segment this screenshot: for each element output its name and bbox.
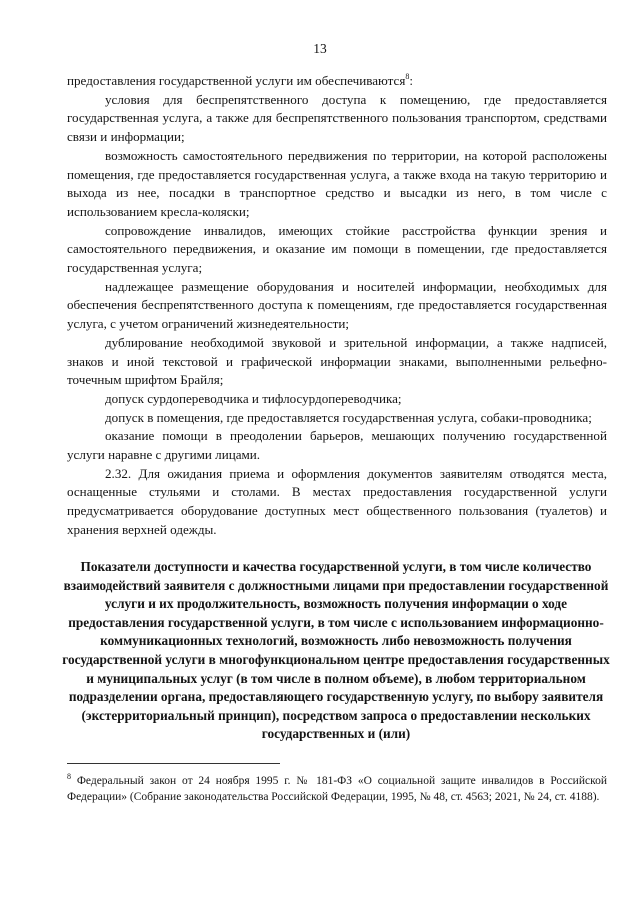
- footnote-separator: [67, 763, 280, 764]
- paragraph-access-conditions: условия для беспрепятственного доступа к помещению, где предоставляется государственная услуга, а также для беспрепятственного пользования транспортом, средствами связи и информации;: [67, 91, 607, 145]
- body-text: [67, 72, 607, 540]
- page-number: 13: [313, 41, 327, 56]
- paragraph-2-32: 2.32. Для ожидания приема и оформления документов заявителям отводятся места, оснащенные стульями и столами. В местах предоставления государственной услуги предусматривается оборудование доступных мест общественного пользования (туалетов) и хранения верхней одежды.: [67, 465, 607, 537]
- footnote: [67, 774, 607, 806]
- section-heading: Показатели доступности и качества государственной услуги, в том числе количество взаимодействий заявителя с должностными лицами при предоставлении государственной услуги и их продолжительность, возможность получения информации о ходе предоставления государственной услуги, в том числе с использованием информационно-коммуникационных технологий, возможность либо невозможность получения государственной услуги в многофункциональном центре предоставления государственных и муниципальных услуг (в том числе в полном объеме), в любом территориальном подразделении органа, предоставляющего государственную услугу, по выбору заявителя (экстерриториальный принцип), посредством запроса о предоставлении нескольких государственных и (или): [62, 559, 610, 742]
- paragraph-movement: возможность самостоятельного передвижения по территории, на которой расположены помещения, где предоставляется государственная услуга, а также входа на такую территорию и выхода из нее, посадки в транспортное средство и высадки из него, в том числе с использованием кресла-коляски;: [67, 147, 607, 219]
- footnote-number: 8: [67, 772, 71, 781]
- paragraph-intro: предоставления государственной услуги им обеспечиваются$^8$:: [67, 72, 414, 88]
- paragraph-interpreter: допуск сурдопереводчика и тифлосурдопереводчика;: [105, 390, 402, 406]
- footnote-reference: 8: [405, 72, 410, 81]
- footnote-text: Федеральный закон от 24 ноября 1995 г. № 181-ФЗ «О социальной защите инвалидов в Российской Федерации» (Собрание законодательства Российской Федерации, 1995, № 48, ст. 4563; 2021, № 24, ст. 4188).: [67, 775, 607, 803]
- paragraph-barriers: оказание помощи в преодолении барьеров, мешающих получению государственной услуги наравне с другими лицами.: [67, 428, 607, 463]
- paragraph-escort: сопровождение инвалидов, имеющих стойкие расстройства функции зрения и самостоятельного передвижения, и оказание им помощи в помещении, где предоставляется государственная услуга;: [67, 222, 607, 276]
- paragraph-equipment: надлежащее размещение оборудования и носителей информации, необходимых для обеспечения беспрепятственного доступа к помещениям, где предоставляется государственная услуга, с учетом ограничений жизнедеятельности;: [67, 278, 607, 332]
- paragraph-guide-dog: допуск в помещения, где предоставляется государственная услуга, собаки-проводника;: [105, 409, 592, 425]
- paragraph-braille: дублирование необходимой звуковой и зрительной информации, а также надписей, знаков и иной текстовой и графической информации знаками, выполненными рельефно-точечным шрифтом Брайля;: [67, 334, 607, 388]
